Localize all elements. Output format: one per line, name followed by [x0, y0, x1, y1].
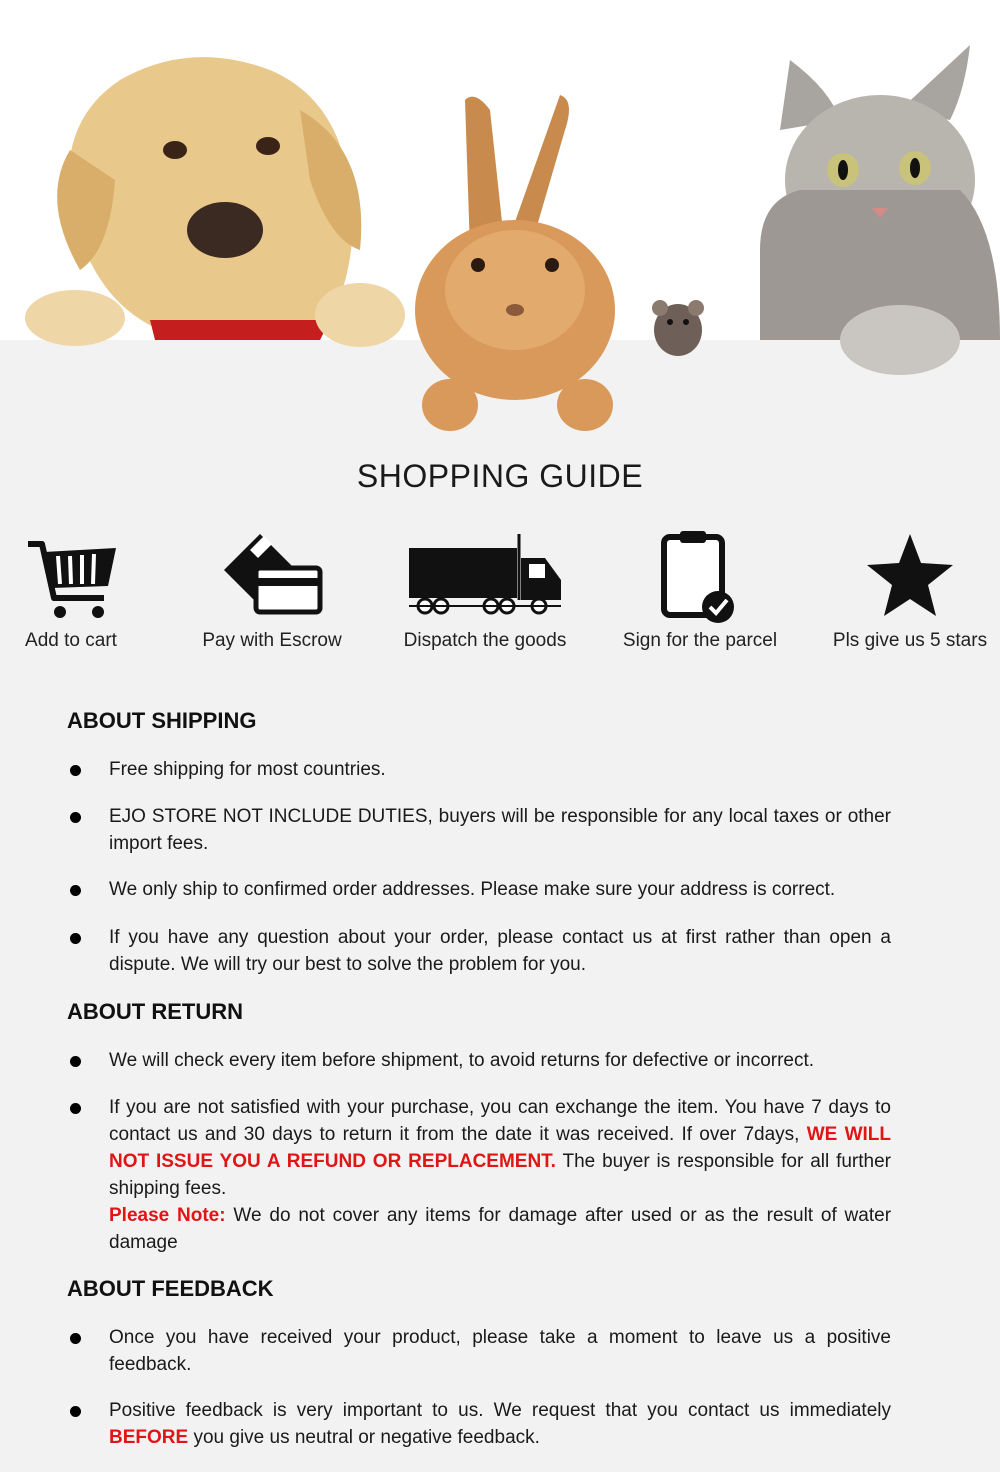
step-label: Dispatch the goods — [403, 630, 567, 651]
truck-icon — [385, 525, 585, 625]
bullet-icon — [70, 1103, 81, 1114]
bullet-icon — [70, 1333, 81, 1344]
note-text: We do not cover any items for damage after used or as the result of water damage — [109, 1205, 892, 1253]
feedback-request-text: Positive feedback is very important to us. We request that you contact us immediately — [109, 1400, 891, 1421]
before-emphasis: BEFORE — [109, 1427, 189, 1448]
list-item-text: Once you have received your product, please take a moment to leave us a positive feedback. — [109, 1327, 891, 1375]
step-pay-escrow — [172, 525, 372, 652]
about-return-section — [67, 999, 891, 1025]
step-give-stars — [810, 525, 1000, 652]
shopping-guide-title: SHOPPING GUIDE — [356, 458, 644, 494]
section-title: ABOUT FEEDBACK — [67, 1276, 274, 1301]
list-item-text: If you have any question about your order, please contact us at first rather than open a dispute. We will try our best to solve the problem for you. — [109, 927, 891, 975]
about-feedback-section — [67, 1276, 891, 1302]
note-label: Please Note: — [109, 1205, 226, 1226]
bullet-icon — [70, 765, 81, 776]
bullet-icon — [70, 1406, 81, 1417]
list-item-text: We will check every item before shipment, to avoid returns for defective or incorrect. — [109, 1050, 815, 1071]
about-shipping-section — [67, 708, 891, 734]
section-title: ABOUT RETURN — [67, 999, 243, 1024]
clipboard-check-icon — [600, 525, 800, 625]
bullet-icon — [70, 812, 81, 823]
bullet-icon — [70, 1056, 81, 1067]
list-item-text — [109, 1397, 891, 1451]
no-refund-warning: WE WILL NOT ISSUE YOU A REFUND OR REPLACEMENT. — [109, 1124, 891, 1172]
star-icon — [810, 525, 1000, 625]
step-dispatch — [385, 525, 585, 652]
pets-banner — [0, 0, 1000, 440]
shipping-fee-text: The buyer is responsible for all further shipping fees. — [109, 1151, 891, 1199]
return-policy-text: If you are not satisfied with your purchase, you can exchange the item. You have 7 days to contact us and 30 days to return it from the date it was received. If over 7days, — [109, 1097, 891, 1145]
step-label: Sign for the parcel — [622, 630, 778, 651]
step-label: Pay with Escrow — [202, 630, 342, 651]
list-item-text: Free shipping for most countries. — [109, 759, 386, 780]
feedback-request-tail: you give us neutral or negative feedback. — [193, 1427, 540, 1448]
step-add-to-cart — [0, 525, 171, 652]
step-sign-parcel — [600, 525, 800, 652]
list-item-text — [109, 1094, 891, 1256]
bullet-icon — [70, 933, 81, 944]
bullet-icon — [70, 885, 81, 896]
step-label: Pls give us 5 stars — [832, 630, 988, 651]
step-label: Add to cart — [25, 630, 117, 651]
list-item-text: EJO STORE NOT INCLUDE DUTIES, buyers will be responsible for any local taxes or other import fees. — [109, 806, 891, 854]
cart-icon — [0, 525, 171, 625]
card-payment-icon — [172, 525, 372, 625]
list-item-text: We only ship to confirmed order addresses. Please make sure your address is correct. — [109, 879, 836, 900]
section-title: ABOUT SHIPPING — [67, 708, 257, 733]
